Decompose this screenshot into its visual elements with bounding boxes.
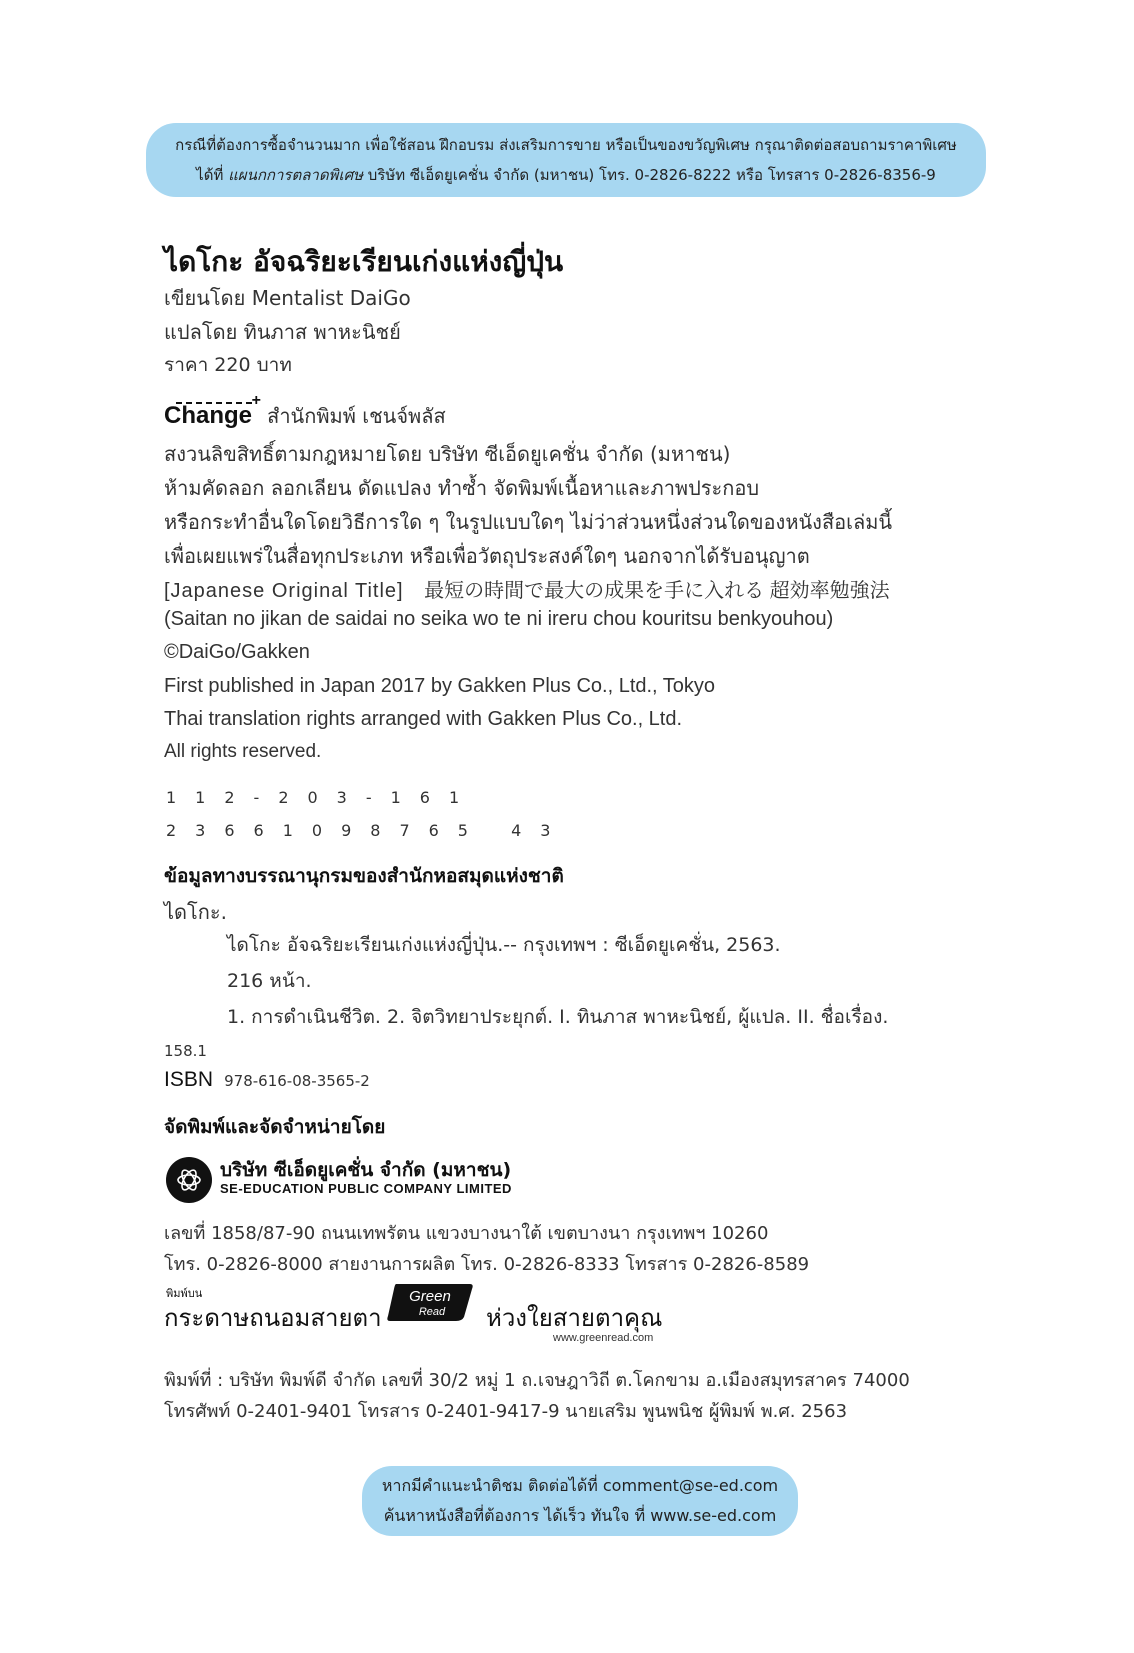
code-line-1: 112-203-161 [166,788,479,807]
eye-care-paper-label: กระดาษถนอมสายตา [164,1304,382,1332]
thai-rights-line: Thai translation rights arranged with Gakken Plus Co., Ltd. [164,708,683,730]
company-address: เลขที่ 1858/87-90 ถนนเทพรัตน แขวงบางนาใต้ เขตบางนา กรุงเทพฯ 10260 [164,1223,769,1244]
printer-line-2: โทรศัพท์ 0-2401-9401 โทรสาร 0-2401-9417-9 นายเสริม พูนพนิช ผู้พิมพ์ พ.ศ. 2563 [164,1401,848,1422]
website-search-line: ค้นหาหนังสือที่ต้องการ ได้เร็ว ทันใจ ที่ www.se-ed.com [383,1506,777,1525]
rights-line-2: ห้ามคัดลอก ลอกเลียน ดัดแปลง ทำซ้ำ จัดพิมพ์เนื้อหาและภาพประกอบ [164,476,760,500]
cip-main-entry: ไดโกะ. [164,900,227,924]
isbn-number: 978-616-08-3565-2 [224,1072,370,1090]
copyright-line: ©DaiGo/Gakken [164,641,310,663]
book-title: ไดโกะ อัจฉริยะเรียนเก่งแห่งญี่ปุ่น [164,245,564,278]
special-sales-banner [146,123,986,197]
code-line-2: 23661098765 43 [166,821,570,840]
cip-line-2: 216 หน้า. [227,970,312,992]
printer-line-1: พิมพ์ที่ : บริษัท พิมพ์ดี จำกัด เลขที่ 30/2 หมู่ 1 ถ.เจษฎาวิถี ต.โคกขาม อ.เมืองสมุทรสาคร 74000 [164,1370,910,1391]
romaji-title: (Saitan no jikan de saidai no seika wo te ni ireru chou kouritsu benkyouhou) [164,608,834,630]
green-read-logo [386,1281,474,1323]
special-sales-contact: บริษัท ซีเอ็ดยูเคชั่น จำกัด (มหาชน) โทร. 0-2826-8222 หรือ โทรสาร 0-2826-8356-9 [363,166,936,184]
first-published-line: First published in Japan 2017 by Gakken Plus Co., Ltd., Tokyo [164,675,716,697]
rights-line-3: หรือกระทำอื่นใดโดยวิธีการใด ๆ ในรูปแบบใดๆ ไม่ว่าส่วนหนึ่งส่วนใดของหนังสือเล่มนี้ [164,510,893,534]
imprint-name: สำนักพิมพ์ เชนจ์พลัส [267,404,446,428]
special-marketing-dept: แผนกการตลาดพิเศษ [228,166,363,184]
rights-line-4: เพื่อเผยแพร่ในสื่อทุกประเภท หรือเพื่อวัตถุประสงค์ใดๆ นอกจากได้รับอนุญาต [164,544,810,568]
original-title-label: [Japanese Original Title] 最短の時間で最大の成果を手に入れる 超効率勉強法 [164,580,890,602]
cip-class-number: 158.1 [164,1042,207,1060]
company-phones: โทร. 0-2826-8000 สายงานการผลิต โทร. 0-2826-8333 โทรสาร 0-2826-8589 [164,1254,810,1275]
isbn-label: ISBN [164,1068,214,1091]
cip-heading: ข้อมูลทางบรรณานุกรมของสำนักหอสมุดแห่งชาติ [164,865,564,887]
eye-care-slogan: ห่วงใยสายตาคุณ [486,1304,663,1332]
special-sales-prefix: ได้ที่ [196,166,229,184]
book-translator: แปลโดย ทินภาส พาหะนิชย์ [164,320,401,344]
isbn-line [164,1068,370,1092]
book-price: ราคา 220 บาท [164,354,292,376]
company-name-thai: บริษัท ซีเอ็ดยูเคชั่น จำกัด (มหาชน) [220,1159,512,1181]
japanese-title: 最短の時間で最大の成果を手に入れる 超効率勉強法 [424,580,890,602]
green-read-logo-bottom: Read [418,1306,446,1318]
green-read-logo-top: Green [409,1288,451,1305]
change-plus-logo: Change + [164,392,262,429]
publisher-imprint [164,392,446,432]
cip-line-1: ไดโกะ อัจฉริยะเรียนเก่งแห่งญี่ปุ่น.-- กรุงเทพฯ : ซีเอ็ดยูเคชั่น, 2563. [227,934,781,956]
all-rights-reserved: All rights reserved. [164,741,322,762]
rights-line-1: สงวนลิขสิทธิ์ตามกฎหมายโดย บริษัท ซีเอ็ดยูเคชั่น จำกัด (มหาชน) [164,442,731,466]
distributor-heading: จัดพิมพ์และจัดจำหน่ายโดย [164,1116,386,1138]
company-name-english: SE-EDUCATION PUBLIC COMPANY LIMITED [220,1181,512,1196]
printed-on-label: พิมพ์บน [166,1287,203,1300]
feedback-contact-line: หากมีคำแนะนำติชม ติดต่อได้ที่ comment@se-ed.com [381,1476,779,1495]
se-ed-logo-icon [175,1166,203,1194]
contact-banner [362,1466,798,1536]
greenread-url: www.greenread.com [553,1332,654,1344]
special-sales-line-1: กรณีที่ต้องการซื้อจำนวนมาก เพื่อใช้สอน ฝึกอบรม ส่งเสริมการขาย หรือเป็นของขวัญพิเศษ กรุณาติดต่อสอบถามราคาพิเศษ [175,136,957,154]
cip-line-3: 1. การดำเนินชีวิต. 2. จิตวิทยาประยุกต์. I. ทินภาส พาหะนิชย์, ผู้แปล. II. ชื่อเรื่อง. [227,1006,889,1028]
special-sales-line-2 [146,160,986,190]
se-ed-logo [166,1157,212,1203]
book-author: เขียนโดย Mentalist DaiGo [164,286,411,310]
